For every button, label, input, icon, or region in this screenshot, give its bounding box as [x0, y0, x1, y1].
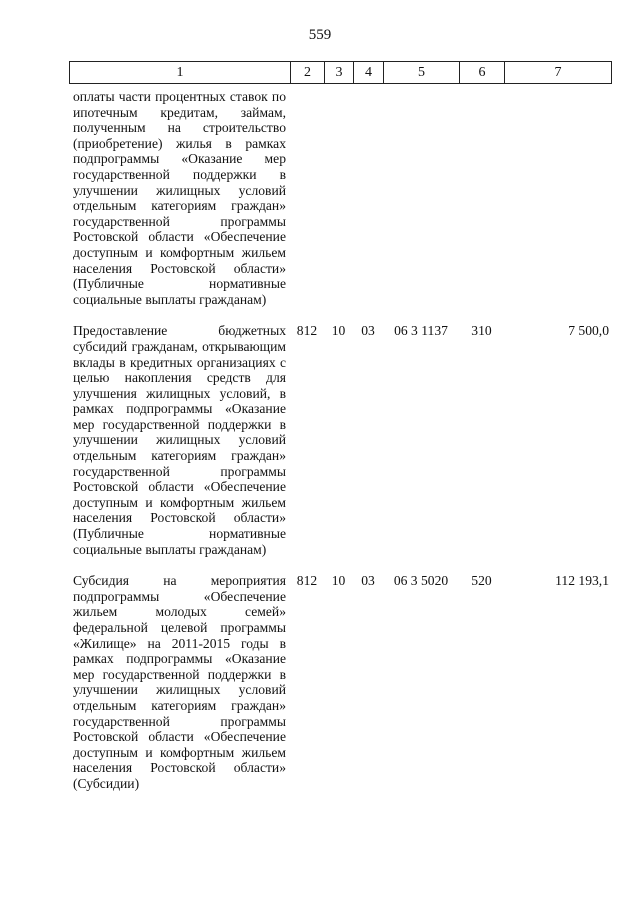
table-row: [69, 89, 611, 307]
row-description: оплаты части процентных ставок по ипотечным кредитам, займам, полученным на строительство (приобретение) жилья в рамках подпрограммы «Оказание мер государственной поддержки в улучшении жилищных условий отдельным категориям граждан» государственной программы Ростовской области «Обеспечение доступным и комфортным жильем населения Ростовской области» (Публичные нормативные социальные выплаты гражданам): [73, 89, 286, 307]
table-row: [69, 557, 611, 791]
column-header-row: [70, 62, 612, 84]
table-row: [69, 307, 611, 557]
row-code-subsection: 03: [361, 323, 375, 339]
row-code-ministry: 812: [296, 323, 318, 339]
row-code-subsection: 03: [361, 573, 375, 589]
column-header-4: 4: [354, 62, 384, 84]
row-code-expense: 520: [471, 573, 492, 589]
row-amount: 7 500,0: [568, 323, 609, 339]
row-code-expense: 310: [471, 323, 492, 339]
row-code-section: [324, 89, 353, 307]
column-header-6: 6: [460, 62, 505, 84]
row-code-expense: [459, 89, 504, 307]
row-code-section: 10: [331, 323, 346, 339]
row-amount: [504, 89, 611, 307]
row-code-target: 06 3 5020: [393, 573, 449, 589]
column-header-table: [69, 61, 612, 84]
column-header-2: 2: [291, 62, 325, 84]
column-header-3: 3: [325, 62, 354, 84]
row-code-section: 10: [331, 573, 346, 589]
row-code-target: 06 3 1137: [394, 323, 448, 339]
row-code-subsection: [353, 89, 383, 307]
row-code-target: [383, 89, 459, 307]
column-header-7: 7: [505, 62, 612, 84]
column-header-1: 1: [70, 62, 291, 84]
row-description: Предоставление бюджетных субсидий гражданам, открывающим вклады в кредитных организациях с целью накопления средств для улучшения жилищных условий, в рамках подпрограммы «Оказание мер государственной поддержки в улучшении жилищных условий отдельным категориям граждан» государственной программы Ростовской области «Обеспечение доступным и комфортным жильем населения Ростовской области» (Публичные нормативные социальные выплаты гражданам): [73, 323, 286, 557]
page-number: 559: [308, 27, 332, 43]
row-amount: 112 193,1: [555, 573, 609, 589]
budget-table: [69, 89, 611, 792]
row-description: Субсидия на мероприятия подпрограммы «Обеспечение жильем молодых семей» федеральной целевой программы «Жилище» на 2011-2015 годы в рамках подпрограммы «Оказание мер государственной поддержки в улучшении жилищных условий отдельным категориям граждан» государственной программы Ростовской области «Обеспечение доступным и комфортным жильем населения Ростовской области» (Субсидии): [73, 573, 286, 791]
column-header-5: 5: [384, 62, 460, 84]
row-code-ministry: 812: [296, 573, 318, 589]
row-code-ministry: [290, 89, 324, 307]
